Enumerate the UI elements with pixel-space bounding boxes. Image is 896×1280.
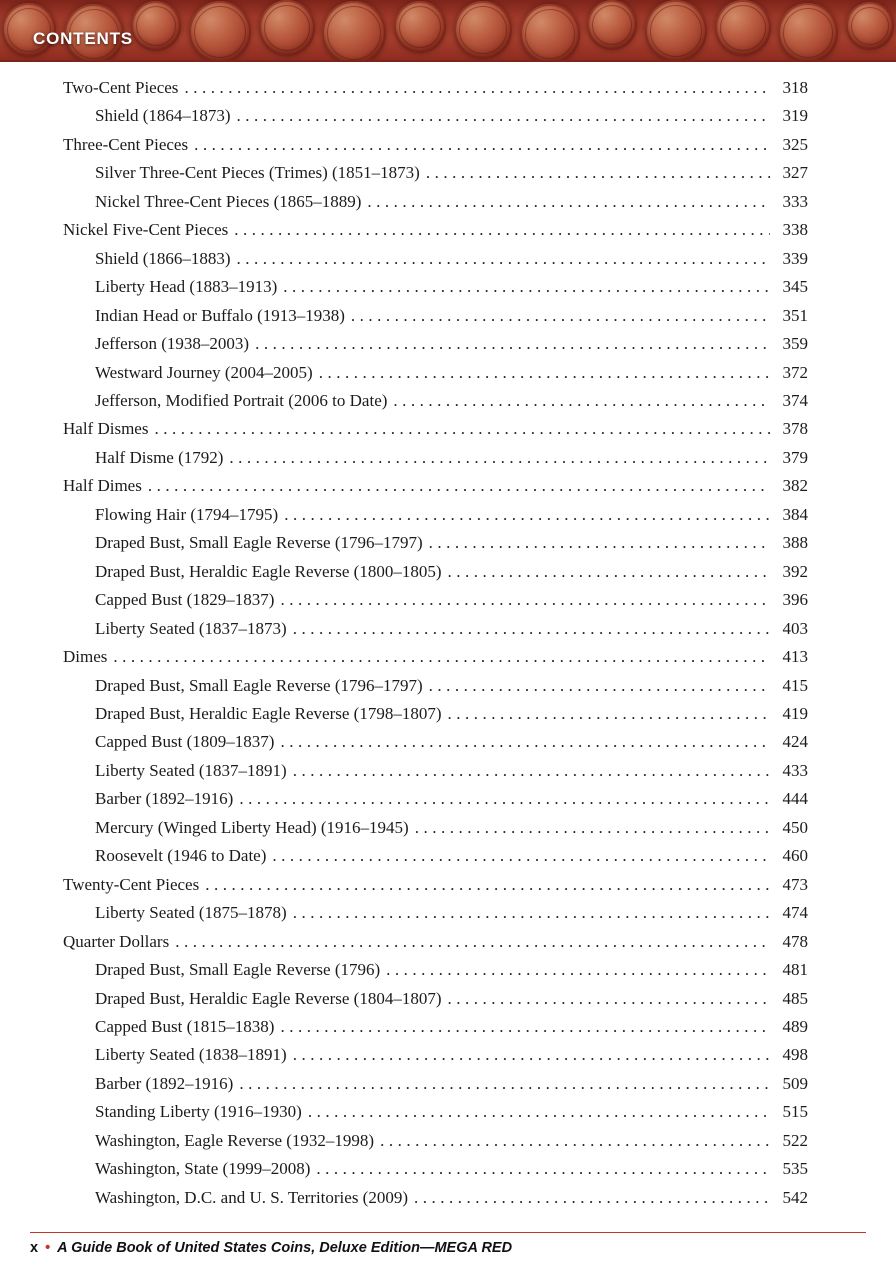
toc-entry [63, 188, 808, 216]
toc-entry-title: Liberty Seated (1875–1878) [95, 903, 287, 923]
toc-entry-page: 481 [782, 960, 808, 980]
toc-entry [63, 1041, 808, 1069]
toc-entry-title: Silver Three-Cent Pieces (Trimes) (1851–1873) [95, 163, 420, 183]
toc-entry-page: 433 [782, 760, 808, 780]
dot-leader [229, 444, 770, 472]
toc-entry [63, 785, 808, 813]
book-title: A Guide Book of United States Coins, Deluxe Edition—MEGA RED [57, 1240, 513, 1256]
toc-entry-title: Washington, State (1999–2008) [95, 1159, 311, 1179]
coin-icon [520, 4, 580, 62]
toc-entry [63, 700, 808, 728]
coin-icon [778, 3, 838, 62]
toc-entry-page: 359 [782, 334, 808, 354]
toc-entry [63, 387, 808, 415]
toc-entry-title: Draped Bust, Small Eagle Reverse (1796–1797) [95, 533, 423, 553]
toc-entry [63, 757, 808, 785]
toc-entry [63, 1155, 808, 1183]
toc-entry [63, 899, 808, 927]
toc-entry-title: Barber (1892–1916) [95, 1073, 234, 1093]
footer-bullet: • [45, 1240, 51, 1256]
dot-leader [293, 757, 770, 785]
toc-entry-page: 535 [782, 1159, 808, 1179]
toc-entry-page: 338 [782, 220, 808, 240]
toc-entry-page: 327 [782, 163, 808, 183]
toc-entry [63, 558, 808, 586]
toc-entry [63, 245, 808, 273]
dot-leader [415, 814, 770, 842]
toc-entry [63, 216, 808, 244]
toc-entry-title: Washington, Eagle Reverse (1932–1998) [95, 1130, 375, 1150]
toc-entry [63, 928, 808, 956]
dot-leader [426, 159, 770, 187]
toc-entry-page: 374 [782, 390, 808, 410]
footer-rule [30, 1232, 866, 1233]
dot-leader [367, 188, 770, 216]
toc-list [0, 62, 896, 1212]
toc-entry-title: Liberty Seated (1837–1891) [95, 760, 287, 780]
dot-leader [284, 501, 770, 529]
dot-leader [272, 842, 770, 870]
toc-entry-page: 419 [782, 703, 808, 723]
toc-entry-title: Draped Bust, Heraldic Eagle Reverse (1798–1807) [95, 703, 442, 723]
toc-entry-title: Nickel Five-Cent Pieces [63, 220, 229, 240]
toc-entry-page: 478 [782, 931, 808, 951]
dot-leader [351, 302, 770, 330]
toc-entry-title: Half Dimes [63, 476, 142, 496]
toc-entry-page: 460 [782, 846, 808, 866]
toc-entry-title: Shield (1866–1883) [95, 248, 231, 268]
toc-entry-title: Two-Cent Pieces [63, 78, 179, 97]
toc-entry-title: Quarter Dollars [63, 931, 170, 951]
toc-entry [63, 728, 808, 756]
toc-entry [63, 472, 808, 500]
toc-entry-title: Liberty Seated (1837–1873) [95, 618, 287, 638]
toc-entry [63, 501, 808, 529]
toc-entry-title: Jefferson (1938–2003) [95, 334, 250, 354]
toc-entry-title: Draped Bust, Small Eagle Reverse (1796–1797) [95, 675, 423, 695]
toc-entry-page: 379 [782, 447, 808, 467]
toc-entry-title: Capped Bust (1809–1837) [95, 732, 275, 752]
toc-entry [63, 842, 808, 870]
toc-entry-title: Half Dismes [63, 419, 149, 439]
dot-leader [429, 672, 770, 700]
toc-entry [63, 131, 808, 159]
toc-entry-page: 473 [782, 874, 808, 894]
toc-entry-page: 403 [782, 618, 808, 638]
toc-entry-title: Draped Bust, Heraldic Eagle Reverse (1804–1807) [95, 988, 442, 1008]
toc-entry-page: 378 [782, 419, 808, 439]
toc-entry-page: 333 [782, 191, 808, 211]
coin-icon [189, 1, 251, 62]
dot-leader [316, 1155, 770, 1183]
coin-icon [259, 0, 315, 56]
coin-icon [715, 0, 771, 56]
dot-leader [148, 472, 770, 500]
toc-entry-title: Washington, D.C. and U. S. Territories (2009) [95, 1187, 409, 1207]
toc-entry-page: 415 [782, 675, 808, 695]
coin-icon [454, 1, 512, 59]
dot-leader [293, 1041, 770, 1069]
toc-entry-title: Shield (1864–1873) [95, 106, 231, 126]
toc-entry-title: Twenty-Cent Pieces [63, 874, 200, 894]
toc-entry-title: Barber (1892–1916) [95, 789, 234, 809]
toc-entry [63, 444, 808, 472]
toc-entry-title: Standing Liberty (1916–1930) [95, 1102, 302, 1122]
dot-leader [414, 1184, 770, 1212]
toc-entry [63, 1098, 808, 1126]
toc-entry-page: 489 [782, 1016, 808, 1036]
coin-icon [131, 1, 181, 51]
toc-entry [63, 1070, 808, 1098]
dot-leader [386, 956, 770, 984]
toc-entry-page: 384 [782, 504, 808, 524]
dot-leader [239, 1070, 770, 1098]
toc-entry-page: 388 [782, 533, 808, 553]
dot-leader [429, 529, 770, 557]
toc-entry-page: 444 [782, 789, 808, 809]
toc-entry-title: Half Disme (1792) [95, 447, 224, 467]
dot-leader [239, 785, 770, 813]
toc-entry-page: 509 [782, 1073, 808, 1093]
toc-entry [63, 985, 808, 1013]
dot-leader [194, 131, 770, 159]
dot-leader [308, 1098, 770, 1126]
dot-leader [448, 700, 771, 728]
toc-entry [63, 586, 808, 614]
toc-entry-page: 372 [782, 362, 808, 382]
toc-entry-page: 351 [782, 305, 808, 325]
toc-entry-page: 498 [782, 1045, 808, 1065]
dot-leader [280, 728, 770, 756]
footer-text [30, 1240, 866, 1256]
toc-entry [63, 1127, 808, 1155]
dot-leader [237, 102, 770, 130]
toc-entry-page: 515 [782, 1102, 808, 1122]
toc-entry [63, 330, 808, 358]
dot-leader [255, 330, 770, 358]
toc-entry [63, 302, 808, 330]
toc-entry [63, 956, 808, 984]
coin-icon [645, 0, 707, 62]
toc-entry-title: Liberty Seated (1838–1891) [95, 1045, 287, 1065]
toc-entry-title: Capped Bust (1829–1837) [95, 590, 275, 610]
toc-entry-title: Dimes [63, 647, 108, 667]
dot-leader [184, 74, 770, 102]
toc-entry-page: 542 [782, 1187, 808, 1207]
toc-entry-page: 392 [782, 561, 808, 581]
toc-entry-page: 345 [782, 277, 808, 297]
toc-entry-title: Westward Journey (2004–2005) [95, 362, 313, 382]
toc-entry-title: Three-Cent Pieces [63, 134, 189, 154]
toc-entry [63, 415, 808, 443]
toc-entry-page: 325 [782, 134, 808, 154]
toc-entry-page: 318 [782, 78, 808, 97]
toc-entry-page: 339 [782, 248, 808, 268]
toc-entry-page: 382 [782, 476, 808, 496]
toc-entry-page: 485 [782, 988, 808, 1008]
toc-entry [63, 529, 808, 557]
toc-entry-title: Draped Bust, Heraldic Eagle Reverse (1800–1805) [95, 561, 442, 581]
toc-entry-title: Roosevelt (1946 to Date) [95, 846, 267, 866]
toc-entry [63, 643, 808, 671]
toc-entry-title: Capped Bust (1815–1838) [95, 1016, 275, 1036]
dot-leader [293, 615, 770, 643]
toc-entry-page: 319 [782, 106, 808, 126]
toc-entry-page: 522 [782, 1130, 808, 1150]
coin-icon [846, 2, 894, 50]
toc-entry [63, 871, 808, 899]
toc-entry-page: 413 [782, 647, 808, 667]
coin-icon [394, 1, 446, 53]
toc-entry-title: Jefferson, Modified Portrait (2006 to Date) [95, 390, 388, 410]
dot-leader [205, 871, 770, 899]
page-number-folio: x [30, 1240, 39, 1256]
dot-leader [237, 245, 770, 273]
toc-entry-page: 396 [782, 590, 808, 610]
toc-entry [63, 159, 808, 187]
dot-leader [393, 387, 770, 415]
dot-leader [280, 1013, 770, 1041]
header-band [0, 0, 896, 62]
page-footer [30, 1232, 866, 1256]
dot-leader [319, 359, 770, 387]
dot-leader [280, 586, 770, 614]
coin-icon [322, 1, 386, 62]
toc-entry-page: 474 [782, 903, 808, 923]
toc-entry [63, 672, 808, 700]
dot-leader [154, 415, 770, 443]
dot-leader [448, 558, 771, 586]
page-title: CONTENTS [33, 29, 133, 48]
dot-leader [113, 643, 770, 671]
toc-entry-title: Mercury (Winged Liberty Head) (1916–1945) [95, 817, 409, 837]
dot-leader [175, 928, 770, 956]
toc-entry [63, 1184, 808, 1212]
toc-entry [63, 102, 808, 130]
toc-entry-page: 424 [782, 732, 808, 752]
toc-entry [63, 74, 808, 102]
dot-leader [293, 899, 770, 927]
toc-entry [63, 359, 808, 387]
toc-entry [63, 1013, 808, 1041]
dot-leader [283, 273, 770, 301]
dot-leader [234, 216, 770, 244]
toc-entry-title: Draped Bust, Small Eagle Reverse (1796) [95, 960, 381, 980]
toc-entry-title: Indian Head or Buffalo (1913–1938) [95, 305, 345, 325]
toc-entry-page: 450 [782, 817, 808, 837]
coin-icon [587, 0, 637, 50]
toc-entry [63, 814, 808, 842]
toc-entry-title: Flowing Hair (1794–1795) [95, 504, 279, 524]
toc-entry [63, 273, 808, 301]
toc-entry [63, 615, 808, 643]
dot-leader [380, 1127, 770, 1155]
toc-entry-title: Liberty Head (1883–1913) [95, 277, 278, 297]
coin-strip [0, 0, 896, 60]
toc-entry-title: Nickel Three-Cent Pieces (1865–1889) [95, 191, 362, 211]
dot-leader [448, 985, 771, 1013]
